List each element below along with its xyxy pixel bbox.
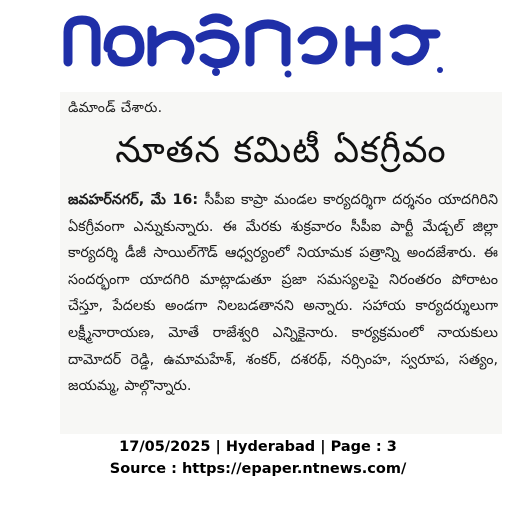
previous-article-tail: డిమాండ్ చేశారు. — [68, 100, 163, 116]
clipped-next-headline-fragment — [236, 426, 416, 434]
publication-info — [0, 436, 516, 458]
separator: | — [215, 439, 221, 455]
publication-date: 17/05/2025 — [119, 439, 211, 455]
publication-city: Hyderabad — [225, 439, 316, 455]
article-paragraph — [68, 187, 498, 400]
separator: | — [320, 439, 326, 455]
news-article-clip — [60, 92, 502, 434]
page-number: Page : 3 — [330, 439, 397, 455]
article-text: సీపీఐ కాప్రా మండల కార్యదర్శిగా దర్శనం యాదగిరిని ఏకగ్రీవంగా ఎన్నుకున్నారు. ఈ మేరకు శుక్రవారం సీపీఐ పార్టీ మేడ్చల్ జిల్లా కార్యదర్శి డీజీ సాయిల్‌గౌడ్ ఆధ్వర్యంలో నియామక పత్రాన్ని అందజేశారు. ఈ సందర్భంగా యాదగిరి మాట్లాడుతూ ప్రజా సమస్యలపై నిరంతరం పోరాటం చేస్తూ, పేదలకు అండగా నిలబడతానని అన్నారు. సహాయ కార్యదర్శులుగా లక్ష్మీనారాయణ, మోతే రాజేశ్వరి ఎన్నికైనారు. కార్యక్రమంలో నాయకులు దామోదర్ రెడ్డి, ఉమామహేశ్, శంకర్, దశరథ్, నర్సింహ, స్వరూప, సత్యం, జయమ్మ, పాల్గొన్నారు. — [68, 192, 498, 395]
source-link[interactable]: Source : https://epaper.ntnews.com/ — [109, 461, 407, 477]
newspaper-masthead — [0, 0, 516, 92]
article-dateline: జవహర్‌నగర్, మే 16: — [68, 192, 199, 208]
masthead-logo — [0, 0, 516, 92]
article-body — [68, 187, 498, 400]
article-headline: నూతన కమిటీ ఏకగ్రీవం — [115, 130, 447, 171]
clip-footer — [0, 436, 516, 480]
